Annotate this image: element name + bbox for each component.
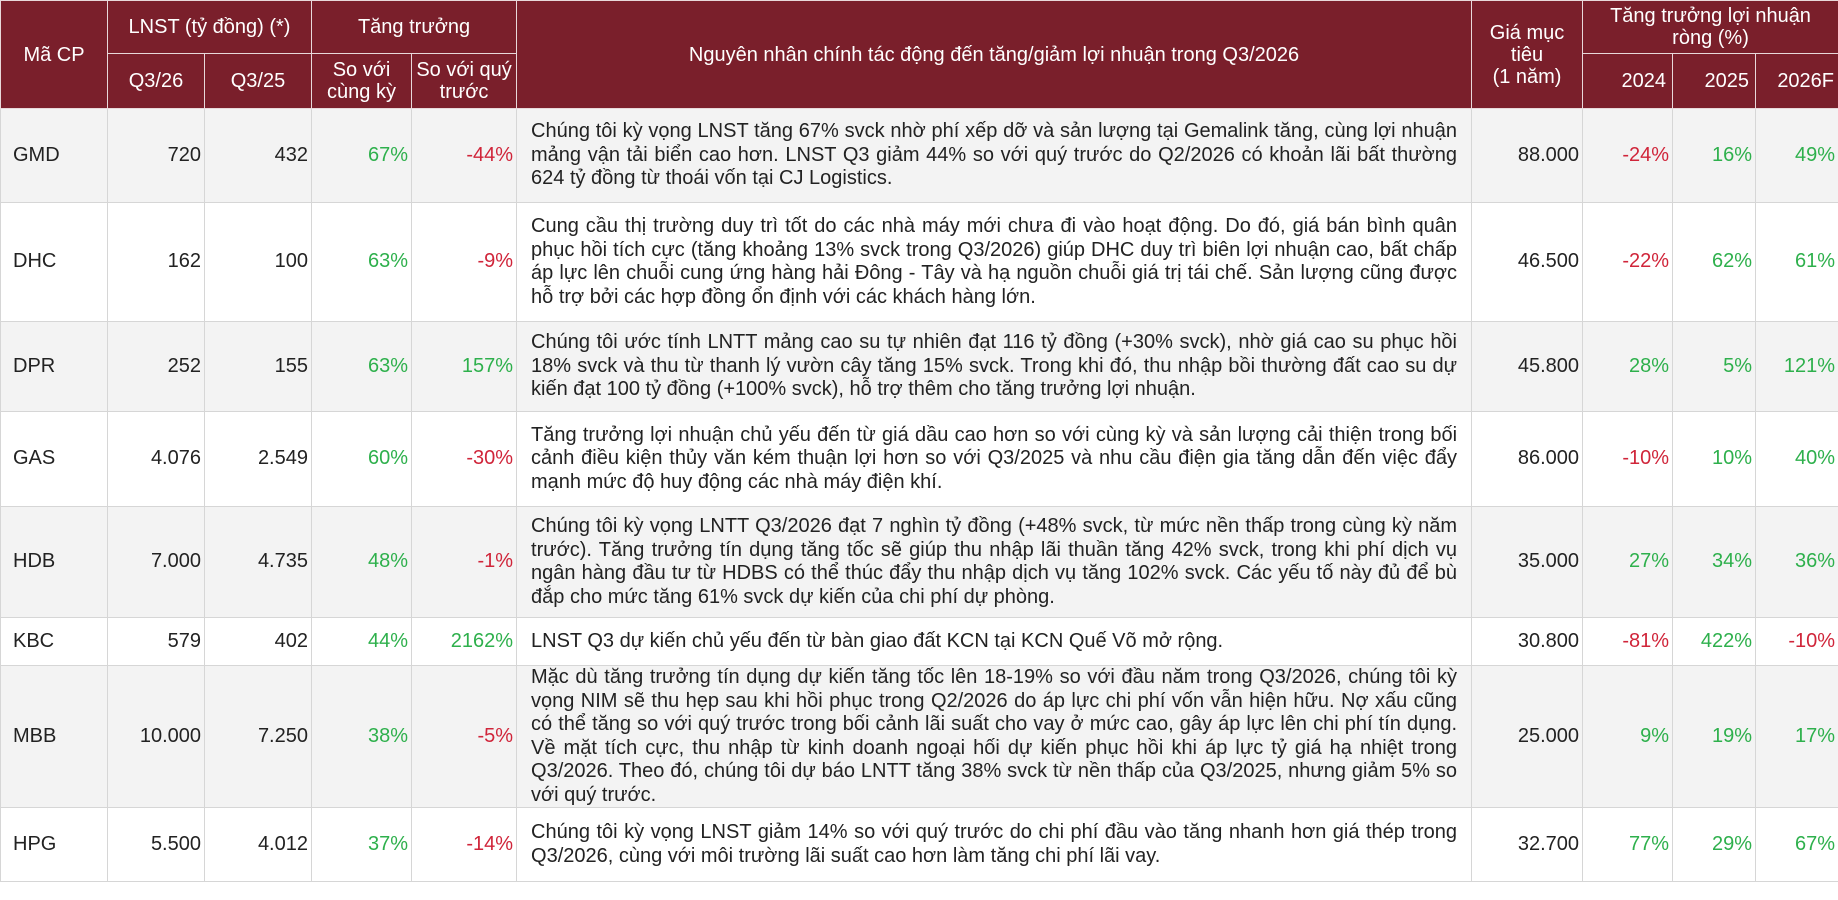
growth-qoq: -9%	[412, 203, 517, 322]
header-q3-25: Q3/25	[205, 54, 312, 109]
growth-2024: -24%	[1583, 109, 1673, 203]
table-body	[1, 109, 1838, 882]
lnst-q3-26: 7.000	[108, 507, 205, 618]
reason-text: Cung cầu thị trường duy trì tốt do các nhà máy mới chưa đi vào hoạt động. Do đó, giá bán bình quân phục hồi tích cực (tăng khoảng 13% svck trong Q3/2026) giúp DHC duy trì biên lợi nhuận cao, bất chấp áp lực lên chuỗi cung ứng hàng hải Đông - Tây và hạ nguồn chuỗi giá trị tái chế. Sản lượng cũng được hỗ trợ bởi các hợp đồng ổn định với các khách hàng lớn.	[517, 203, 1472, 322]
header-so-voi-cung-ky: So với cùng kỳ	[312, 54, 412, 109]
target-price: 45.800	[1472, 322, 1583, 412]
growth-2025: 422%	[1673, 618, 1756, 666]
growth-2024: 28%	[1583, 322, 1673, 412]
lnst-q3-26: 10.000	[108, 666, 205, 808]
table-row	[1, 109, 1838, 203]
growth-2026f: 121%	[1756, 322, 1838, 412]
growth-qoq: 2162%	[412, 618, 517, 666]
reason-text: Chúng tôi kỳ vọng LNTT Q3/2026 đạt 7 nghìn tỷ đồng (+48% svck, từ mức nền thấp trong cùng kỳ năm trước). Tăng trưởng tín dụng tăng tốc sẽ giúp thu nhập lãi thuần tăng 42% svck, trong khi phí dịch vụ ngân hàng đầu tư từ HDBS có thể thúc đẩy thu nhập dịch vụ tăng 102% svck. Các yếu tố này đủ để bù đắp cho mức tăng 61% svck dự kiến của chi phí dự phòng.	[517, 507, 1472, 618]
stock-code: HDB	[1, 507, 108, 618]
target-price: 30.800	[1472, 618, 1583, 666]
reason-text: Chúng tôi kỳ vọng LNST tăng 67% svck nhờ phí xếp dỡ và sản lượng tại Gemalink tăng, cùng lợi nhuận mảng vận tải biển cao hơn. LNST Q3 giảm 44% so với quý trước do Q2/2026 có khoản lãi bất thường 624 tỷ đồng từ thoái vốn tại CJ Logistics.	[517, 109, 1472, 203]
growth-2025: 34%	[1673, 507, 1756, 618]
table-row	[1, 808, 1838, 882]
lnst-q3-26: 720	[108, 109, 205, 203]
reason-text: Tăng trưởng lợi nhuận chủ yếu đến từ giá dầu cao hơn so với cùng kỳ và sản lượng cải thiện trong bối cảnh điều kiện thủy văn kém thuận lợi hơn so với Q3/2025 và nhu cầu điện gia tăng dẫn đến việc đẩy mạnh mức độ huy động các nhà máy điện khí.	[517, 412, 1472, 507]
lnst-q3-25: 4.735	[205, 507, 312, 618]
growth-2024: 9%	[1583, 666, 1673, 808]
growth-yoy: 67%	[312, 109, 412, 203]
target-price: 32.700	[1472, 808, 1583, 882]
growth-2024: 27%	[1583, 507, 1673, 618]
header-lnst: LNST (tỷ đồng) (*)	[108, 1, 312, 54]
table-row	[1, 203, 1838, 322]
lnst-q3-26: 252	[108, 322, 205, 412]
lnst-q3-26: 5.500	[108, 808, 205, 882]
growth-yoy: 63%	[312, 203, 412, 322]
stock-code: DPR	[1, 322, 108, 412]
lnst-q3-25: 4.012	[205, 808, 312, 882]
stock-code: GMD	[1, 109, 108, 203]
reason-text: LNST Q3 dự kiến chủ yếu đến từ bàn giao đất KCN tại KCN Quế Võ mở rộng.	[517, 618, 1472, 666]
growth-2026f: 49%	[1756, 109, 1838, 203]
growth-qoq: -14%	[412, 808, 517, 882]
growth-2024: 77%	[1583, 808, 1673, 882]
growth-yoy: 37%	[312, 808, 412, 882]
header-2025: 2025	[1673, 54, 1756, 109]
header-so-voi-quy-truoc: So với quý trước	[412, 54, 517, 109]
lnst-q3-26: 4.076	[108, 412, 205, 507]
reason-text: Mặc dù tăng trưởng tín dụng dự kiến tăng tốc lên 18-19% so với đầu năm trong Q3/2026, chúng tôi kỳ vọng NIM sẽ thu hẹp sau khi hồi phục trong Q2/2026 do áp lực chi phí vốn vẫn hiện hữu. Nợ xấu cũng có thể tăng so với quý trước trong bối cảnh lãi suất cho vay ở mức cao, gây áp lực lên chi phí tín dụng. Về mặt tích cực, thu nhập từ kinh doanh ngoại hối dự kiến phục hồi khi áp lực tỷ giá hạ nhiệt trong Q3/2026. Theo đó, chúng tôi dự báo LNTT tăng 38% svck từ nền thấp của Q3/2025, nhưng giảm 5% so với quý trước.	[517, 666, 1472, 808]
stock-code: MBB	[1, 666, 108, 808]
growth-2024: -10%	[1583, 412, 1673, 507]
header-gia-muc-tieu: Giá mục tiêu (1 năm)	[1472, 1, 1583, 109]
growth-2026f: 36%	[1756, 507, 1838, 618]
target-price: 25.000	[1472, 666, 1583, 808]
target-price: 35.000	[1472, 507, 1583, 618]
reason-text: Chúng tôi kỳ vọng LNST giảm 14% so với quý trước do chi phí đầu vào tăng nhanh hơn giá thép trong Q3/2026, cùng với môi trường lãi suất cao hơn làm tăng chi phí lãi vay.	[517, 808, 1472, 882]
reason-text: Chúng tôi ước tính LNTT mảng cao su tự nhiên đạt 116 tỷ đồng (+30% svck), nhờ giá cao su phục hồi 18% svck và thu từ thanh lý vườn cây tăng 15% svck. Trong khi đó, thu nhập bồi thường đất cao su dự kiến đạt 100 tỷ đồng (+100% svck), hỗ trợ thêm cho tăng trưởng lợi nhuận.	[517, 322, 1472, 412]
growth-2026f: 67%	[1756, 808, 1838, 882]
header-2026f: 2026F	[1756, 54, 1838, 109]
header-tang-truong-loi-nhuan: Tăng trưởng lợi nhuận ròng (%)	[1583, 1, 1838, 54]
growth-2024: -81%	[1583, 618, 1673, 666]
growth-2025: 29%	[1673, 808, 1756, 882]
header-nguyen-nhan: Nguyên nhân chính tác động đến tăng/giảm lợi nhuận trong Q3/2026	[517, 1, 1472, 109]
growth-qoq: -1%	[412, 507, 517, 618]
lnst-q3-25: 155	[205, 322, 312, 412]
growth-2026f: 17%	[1756, 666, 1838, 808]
growth-2025: 10%	[1673, 412, 1756, 507]
lnst-q3-25: 432	[205, 109, 312, 203]
growth-qoq: -30%	[412, 412, 517, 507]
stock-code: KBC	[1, 618, 108, 666]
target-price: 86.000	[1472, 412, 1583, 507]
growth-2026f: -10%	[1756, 618, 1838, 666]
header-2024: 2024	[1583, 54, 1673, 109]
growth-qoq: 157%	[412, 322, 517, 412]
growth-2026f: 40%	[1756, 412, 1838, 507]
target-price: 46.500	[1472, 203, 1583, 322]
lnst-q3-25: 100	[205, 203, 312, 322]
growth-yoy: 63%	[312, 322, 412, 412]
table-row	[1, 507, 1838, 618]
table-row	[1, 322, 1838, 412]
table-row	[1, 666, 1838, 808]
stock-code: DHC	[1, 203, 108, 322]
growth-qoq: -5%	[412, 666, 517, 808]
growth-2024: -22%	[1583, 203, 1673, 322]
stock-code: GAS	[1, 412, 108, 507]
growth-2026f: 61%	[1756, 203, 1838, 322]
lnst-q3-25: 2.549	[205, 412, 312, 507]
stock-code: HPG	[1, 808, 108, 882]
target-price: 88.000	[1472, 109, 1583, 203]
growth-2025: 19%	[1673, 666, 1756, 808]
growth-2025: 16%	[1673, 109, 1756, 203]
lnst-q3-25: 402	[205, 618, 312, 666]
growth-2025: 5%	[1673, 322, 1756, 412]
growth-yoy: 38%	[312, 666, 412, 808]
growth-yoy: 48%	[312, 507, 412, 618]
lnst-q3-25: 7.250	[205, 666, 312, 808]
growth-qoq: -44%	[412, 109, 517, 203]
growth-yoy: 60%	[312, 412, 412, 507]
lnst-q3-26: 579	[108, 618, 205, 666]
header-q3-26: Q3/26	[108, 54, 205, 109]
growth-yoy: 44%	[312, 618, 412, 666]
header-tang-truong: Tăng trưởng	[312, 1, 517, 54]
table-row	[1, 618, 1838, 666]
lnst-q3-26: 162	[108, 203, 205, 322]
growth-2025: 62%	[1673, 203, 1756, 322]
table-row	[1, 412, 1838, 507]
header-ma-cp: Mã CP	[1, 1, 108, 109]
